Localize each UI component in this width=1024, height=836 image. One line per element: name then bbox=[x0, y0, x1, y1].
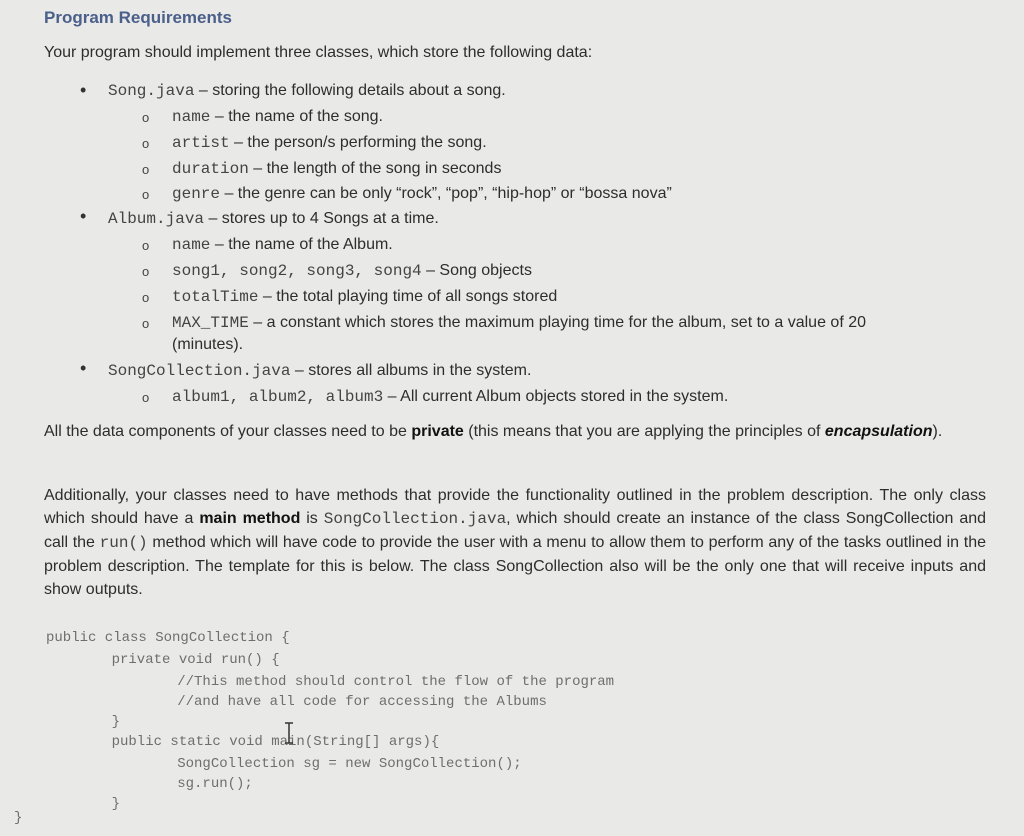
code-line: private void run() { bbox=[78, 652, 280, 668]
code-line: //This method should control the flow of the program bbox=[110, 674, 615, 690]
field-desc: – the name of the Album. bbox=[210, 236, 393, 253]
text-span: method which will have code to provide the user with a menu to allow them to perform any of the tasks outlined in the problem description. The template for this is below. The class SongCollection also will be the only one that will receive inputs and show outputs. bbox=[44, 534, 987, 598]
bullet-icon: • bbox=[80, 80, 87, 100]
bullet-icon: • bbox=[80, 358, 87, 378]
class-item-song bbox=[108, 82, 506, 100]
circle-bullet-icon: o bbox=[142, 136, 150, 151]
code-line: } bbox=[78, 714, 121, 730]
field-name: duration bbox=[172, 160, 249, 178]
field-name: genre bbox=[172, 185, 221, 203]
bullet-icon: • bbox=[80, 206, 87, 226]
field-item bbox=[172, 134, 487, 152]
text-span: (this means that you are applying the principles of bbox=[463, 423, 825, 440]
text-span: All the data components of your classes need to be bbox=[44, 423, 412, 440]
class-desc: – storing the following details about a song. bbox=[194, 82, 506, 99]
text-span: Additionally, your classes need to have methods that provide the functionality outlined in the problem description. The only class which should have a bbox=[44, 487, 986, 527]
methods-paragraph bbox=[44, 484, 986, 601]
field-desc: – the total playing time of all songs stored bbox=[258, 288, 558, 305]
code-line: //and have all code for accessing the Albums bbox=[110, 694, 547, 710]
circle-bullet-icon: o bbox=[142, 264, 150, 279]
circle-bullet-icon: o bbox=[142, 238, 150, 253]
field-item bbox=[172, 262, 532, 280]
circle-bullet-icon: o bbox=[142, 110, 150, 125]
field-desc: – the name of the song. bbox=[210, 108, 383, 125]
field-desc-continued: (minutes). bbox=[172, 336, 244, 353]
code-line: SongCollection sg = new SongCollection(); bbox=[110, 756, 522, 772]
field-name: name bbox=[172, 236, 211, 254]
section-heading: Program Requirements bbox=[44, 8, 232, 27]
circle-bullet-icon: o bbox=[142, 316, 150, 331]
field-name: MAX_TIME bbox=[172, 314, 249, 332]
field-item bbox=[172, 185, 672, 203]
encapsulation-paragraph bbox=[44, 420, 986, 443]
class-item-album bbox=[108, 210, 439, 228]
code-line: sg.run(); bbox=[110, 776, 253, 792]
field-desc: – the person/s performing the song. bbox=[229, 134, 487, 151]
code-line: public static void main(String[] args){ bbox=[78, 734, 440, 750]
field-name: totalTime bbox=[172, 288, 259, 306]
field-item bbox=[172, 108, 383, 126]
field-item bbox=[172, 160, 501, 178]
class-name: Album.java bbox=[108, 210, 205, 228]
code-line: public class SongCollection { bbox=[46, 630, 290, 646]
intro-text: Your program should implement three classes, which store the following data: bbox=[44, 44, 593, 61]
inline-code: SongCollection.java bbox=[323, 510, 507, 528]
field-desc: – All current Album objects stored in the system. bbox=[383, 388, 729, 405]
code-line: } bbox=[78, 796, 121, 812]
field-name: song1, song2, song3, song4 bbox=[172, 262, 422, 280]
text-cursor-icon bbox=[284, 722, 294, 744]
field-item bbox=[172, 388, 728, 406]
text-span: , which should create an instance of the class SongCollection and call the bbox=[44, 510, 987, 551]
circle-bullet-icon: o bbox=[142, 162, 150, 177]
field-item bbox=[172, 288, 557, 306]
field-desc: – a constant which stores the maximum playing time for the album, set to a value of 20 bbox=[248, 314, 867, 331]
class-desc: – stores all albums in the system. bbox=[290, 362, 532, 379]
italic-text: encapsulation bbox=[824, 423, 933, 440]
field-item bbox=[172, 236, 393, 254]
bold-text: private bbox=[411, 423, 464, 440]
circle-bullet-icon: o bbox=[142, 187, 150, 202]
text-span: is bbox=[300, 510, 324, 527]
inline-code: run() bbox=[99, 534, 148, 552]
field-name: album1, album2, album3 bbox=[172, 388, 384, 406]
class-desc: – stores up to 4 Songs at a time. bbox=[204, 210, 439, 227]
field-name: artist bbox=[172, 134, 230, 152]
field-item bbox=[172, 314, 866, 332]
field-desc: – the length of the song in seconds bbox=[248, 160, 502, 177]
field-desc: – the genre can be only “rock”, “pop”, “hip-hop” or “bossa nova” bbox=[220, 185, 672, 202]
field-desc: – Song objects bbox=[421, 262, 532, 279]
class-name: SongCollection.java bbox=[108, 362, 291, 380]
text-span: ). bbox=[932, 423, 943, 440]
class-name: Song.java bbox=[108, 82, 195, 100]
class-item-songcollection bbox=[108, 362, 531, 380]
code-line: } bbox=[14, 810, 23, 826]
field-name: name bbox=[172, 108, 211, 126]
circle-bullet-icon: o bbox=[142, 390, 150, 405]
bold-text: main method bbox=[199, 510, 301, 527]
circle-bullet-icon: o bbox=[142, 290, 150, 305]
